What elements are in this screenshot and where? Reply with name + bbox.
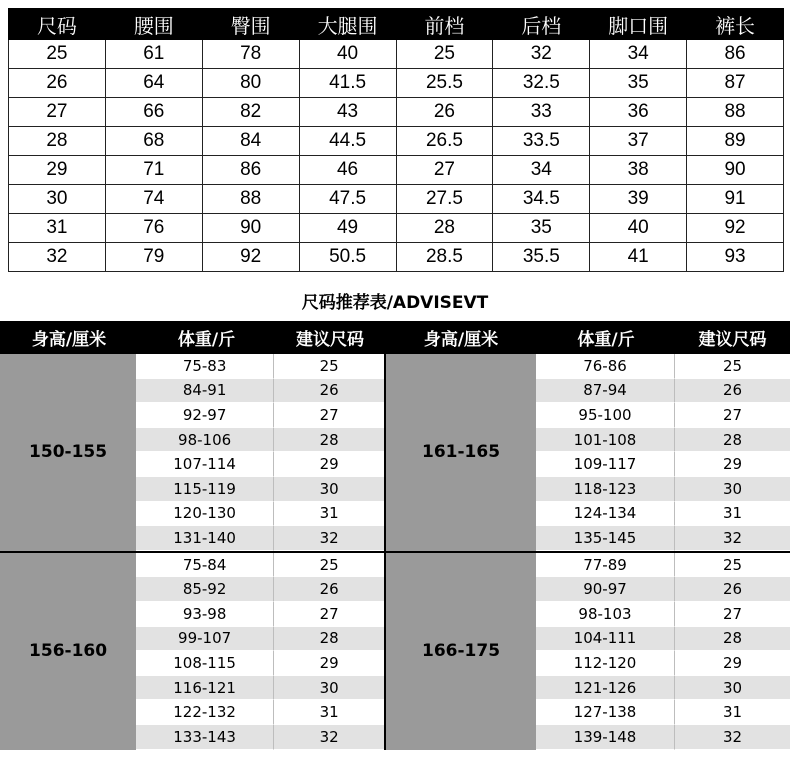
- cell-front-rise: 25: [396, 40, 493, 69]
- weight-range-cell: 139-148: [536, 725, 675, 750]
- cell-back-rise: 35: [493, 214, 590, 243]
- cell-hip: 92: [202, 243, 299, 272]
- weight-range-cell: 107-114: [136, 452, 274, 477]
- weight-range-cell: 116-121: [136, 676, 274, 701]
- recommended-size-cell: 31: [675, 502, 790, 527]
- weight-size-rows: [536, 553, 790, 750]
- recommendation-row: [536, 526, 790, 551]
- cell-leg-opening: 34: [590, 40, 687, 69]
- size-chart-header-row: [9, 9, 784, 40]
- recommendation-row: [536, 477, 790, 502]
- weight-range-cell: 118-123: [536, 477, 675, 502]
- weight-range-cell: 104-111: [536, 627, 675, 652]
- cell-hip: 88: [202, 185, 299, 214]
- cell-thigh: 46: [299, 156, 396, 185]
- cell-waist: 61: [105, 40, 202, 69]
- recommended-size-cell: 27: [274, 403, 384, 428]
- cell-hip: 80: [202, 69, 299, 98]
- recommended-size-cell: 30: [675, 676, 790, 701]
- weight-range-cell: 131-140: [136, 526, 274, 551]
- cell-hip: 86: [202, 156, 299, 185]
- recommendation-row: [136, 502, 384, 527]
- weight-range-cell: 109-117: [536, 452, 675, 477]
- advise-header-row: [0, 321, 790, 354]
- size-chart-row: [9, 40, 784, 69]
- recommendation-row: [136, 676, 384, 701]
- cell-front-rise: 26: [396, 98, 493, 127]
- header-height-right: 身高/厘米: [423, 330, 499, 350]
- cell-thigh: 47.5: [299, 185, 396, 214]
- cell-thigh: 50.5: [299, 243, 396, 272]
- weight-size-rows: [536, 354, 790, 551]
- cell-front-rise: 25.5: [396, 69, 493, 98]
- cell-length: 87: [687, 69, 784, 98]
- size-chart-row: [9, 69, 784, 98]
- recommendation-row: [136, 577, 384, 602]
- recommended-size-cell: 32: [675, 526, 790, 551]
- cell-hip: 78: [202, 40, 299, 69]
- weight-range-cell: 133-143: [136, 725, 274, 750]
- recommendation-row: [136, 602, 384, 627]
- cell-front-rise: 27: [396, 156, 493, 185]
- cell-size: 25: [9, 40, 106, 69]
- weight-range-cell: 124-134: [536, 502, 675, 527]
- recommendation-row: [136, 403, 384, 428]
- weight-range-cell: 92-97: [136, 403, 274, 428]
- header-back-rise: 后档: [493, 9, 590, 40]
- recommendation-row: [536, 577, 790, 602]
- recommended-size-cell: 27: [675, 602, 790, 627]
- size-recommendation-table: [0, 321, 790, 750]
- recommendation-row: [536, 602, 790, 627]
- cell-length: 92: [687, 214, 784, 243]
- cell-back-rise: 32.5: [493, 69, 590, 98]
- cell-leg-opening: 37: [590, 127, 687, 156]
- cell-leg-opening: 40: [590, 214, 687, 243]
- recommended-size-cell: 29: [274, 651, 384, 676]
- header-weight-right: 体重/斤: [577, 330, 635, 350]
- advise-block: [0, 551, 790, 750]
- cell-front-rise: 26.5: [396, 127, 493, 156]
- cell-thigh: 44.5: [299, 127, 396, 156]
- weight-range-cell: 85-92: [136, 577, 274, 602]
- header-waist: 腰围: [105, 9, 202, 40]
- cell-back-rise: 34.5: [493, 185, 590, 214]
- cell-size: 29: [9, 156, 106, 185]
- recommendation-row: [136, 452, 384, 477]
- header-size-left: 建议尺码: [296, 330, 364, 350]
- recommended-size-cell: 25: [274, 354, 384, 379]
- recommended-size-cell: 32: [274, 526, 384, 551]
- weight-range-cell: 112-120: [536, 651, 675, 676]
- cell-thigh: 43: [299, 98, 396, 127]
- recommendation-row: [536, 725, 790, 750]
- recommended-size-cell: 31: [675, 700, 790, 725]
- cell-back-rise: 33: [493, 98, 590, 127]
- cell-thigh: 41.5: [299, 69, 396, 98]
- recommendation-row: [136, 627, 384, 652]
- recommended-size-cell: 26: [675, 577, 790, 602]
- cell-length: 91: [687, 185, 784, 214]
- weight-range-cell: 121-126: [536, 676, 675, 701]
- recommended-size-cell: 25: [675, 354, 790, 379]
- recommended-size-cell: 27: [675, 403, 790, 428]
- recommended-size-cell: 28: [675, 428, 790, 453]
- size-chart-row: [9, 243, 784, 272]
- recommendation-row: [536, 428, 790, 453]
- height-range-cell: 161-165: [386, 354, 536, 551]
- cell-front-rise: 27.5: [396, 185, 493, 214]
- size-chart-row: [9, 127, 784, 156]
- cell-waist: 71: [105, 156, 202, 185]
- header-length: 裤长: [687, 9, 784, 40]
- size-chart-table: [8, 8, 784, 272]
- recommended-size-cell: 31: [274, 502, 384, 527]
- cell-leg-opening: 36: [590, 98, 687, 127]
- cell-size: 30: [9, 185, 106, 214]
- recommended-size-cell: 30: [675, 477, 790, 502]
- weight-size-rows: [136, 354, 384, 551]
- cell-waist: 74: [105, 185, 202, 214]
- recommendation-row: [136, 477, 384, 502]
- cell-waist: 79: [105, 243, 202, 272]
- recommendation-row: [536, 403, 790, 428]
- recommendation-row: [136, 428, 384, 453]
- header-height-left: 身高/厘米: [31, 330, 107, 350]
- recommendation-row: [136, 725, 384, 750]
- weight-range-cell: 76-86: [536, 354, 675, 379]
- recommendation-row: [536, 379, 790, 404]
- weight-range-cell: 99-107: [136, 627, 274, 652]
- cell-thigh: 49: [299, 214, 396, 243]
- cell-hip: 84: [202, 127, 299, 156]
- cell-waist: 68: [105, 127, 202, 156]
- size-chart-row: [9, 185, 784, 214]
- recommended-size-cell: 30: [274, 676, 384, 701]
- header-weight-left: 体重/斤: [177, 330, 236, 350]
- recommended-size-cell: 26: [274, 379, 384, 404]
- cell-back-rise: 34: [493, 156, 590, 185]
- recommended-size-cell: 28: [274, 627, 384, 652]
- weight-range-cell: 77-89: [536, 553, 675, 578]
- recommendation-row: [136, 651, 384, 676]
- recommended-size-cell: 30: [274, 477, 384, 502]
- recommendation-row: [536, 354, 790, 379]
- cell-length: 86: [687, 40, 784, 69]
- recommended-size-cell: 29: [675, 452, 790, 477]
- advise-block: [0, 354, 790, 551]
- recommended-size-cell: 28: [274, 428, 384, 453]
- cell-size: 32: [9, 243, 106, 272]
- cell-length: 90: [687, 156, 784, 185]
- recommendation-row: [136, 526, 384, 551]
- weight-range-cell: 120-130: [136, 502, 274, 527]
- cell-front-rise: 28: [396, 214, 493, 243]
- cell-waist: 76: [105, 214, 202, 243]
- height-range-cell: 150-155: [0, 354, 136, 551]
- recommended-size-cell: 32: [274, 725, 384, 750]
- weight-range-cell: 93-98: [136, 602, 274, 627]
- height-range-cell: 156-160: [0, 553, 136, 750]
- cell-size: 26: [9, 69, 106, 98]
- cell-leg-opening: 38: [590, 156, 687, 185]
- recommended-size-cell: 25: [274, 553, 384, 578]
- cell-hip: 82: [202, 98, 299, 127]
- cell-back-rise: 33.5: [493, 127, 590, 156]
- weight-range-cell: 122-132: [136, 700, 274, 725]
- cell-leg-opening: 39: [590, 185, 687, 214]
- recommendation-row: [536, 502, 790, 527]
- cell-size: 27: [9, 98, 106, 127]
- weight-range-cell: 115-119: [136, 477, 274, 502]
- recommended-size-cell: 32: [675, 725, 790, 750]
- weight-size-rows: [136, 553, 384, 750]
- recommended-size-cell: 26: [675, 379, 790, 404]
- height-range-cell: 166-175: [386, 553, 536, 750]
- cell-hip: 90: [202, 214, 299, 243]
- recommended-size-cell: 31: [274, 700, 384, 725]
- header-thigh: 大腿围: [299, 9, 396, 40]
- cell-length: 88: [687, 98, 784, 127]
- size-chart-row: [9, 156, 784, 185]
- recommendation-row: [136, 379, 384, 404]
- weight-range-cell: 108-115: [136, 651, 274, 676]
- cell-thigh: 40: [299, 40, 396, 69]
- weight-range-cell: 75-83: [136, 354, 274, 379]
- cell-front-rise: 28.5: [396, 243, 493, 272]
- weight-range-cell: 75-84: [136, 553, 274, 578]
- cell-length: 93: [687, 243, 784, 272]
- header-leg-opening: 脚口围: [590, 9, 687, 40]
- weight-range-cell: 101-108: [536, 428, 675, 453]
- recommended-size-cell: 27: [274, 602, 384, 627]
- recommendation-row: [136, 700, 384, 725]
- size-chart-row: [9, 214, 784, 243]
- header-front-rise: 前档: [396, 9, 493, 40]
- weight-range-cell: 135-145: [536, 526, 675, 551]
- cell-back-rise: 32: [493, 40, 590, 69]
- weight-range-cell: 87-94: [536, 379, 675, 404]
- advise-title: 尺码推荐表/ADVISEVT: [301, 293, 489, 313]
- recommended-size-cell: 25: [675, 553, 790, 578]
- weight-range-cell: 127-138: [536, 700, 675, 725]
- cell-length: 89: [687, 127, 784, 156]
- recommendation-row: [536, 452, 790, 477]
- header-size-right: 建议尺码: [698, 330, 767, 350]
- weight-range-cell: 98-103: [536, 602, 675, 627]
- recommendation-row: [536, 651, 790, 676]
- weight-range-cell: 98-106: [136, 428, 274, 453]
- recommendation-row: [536, 700, 790, 725]
- weight-range-cell: 90-97: [536, 577, 675, 602]
- recommended-size-cell: 29: [675, 651, 790, 676]
- weight-range-cell: 95-100: [536, 403, 675, 428]
- cell-leg-opening: 35: [590, 69, 687, 98]
- recommendation-row: [136, 553, 384, 578]
- recommendation-row: [536, 553, 790, 578]
- cell-back-rise: 35.5: [493, 243, 590, 272]
- header-size: 尺码: [9, 9, 106, 40]
- cell-size: 31: [9, 214, 106, 243]
- cell-leg-opening: 41: [590, 243, 687, 272]
- recommended-size-cell: 28: [675, 627, 790, 652]
- weight-range-cell: 84-91: [136, 379, 274, 404]
- cell-waist: 64: [105, 69, 202, 98]
- cell-size: 28: [9, 127, 106, 156]
- recommendation-row: [536, 627, 790, 652]
- recommended-size-cell: 26: [274, 577, 384, 602]
- recommendation-row: [136, 354, 384, 379]
- recommendation-row: [536, 676, 790, 701]
- cell-waist: 66: [105, 98, 202, 127]
- recommended-size-cell: 29: [274, 452, 384, 477]
- size-chart-row: [9, 98, 784, 127]
- header-hip: 臀围: [202, 9, 299, 40]
